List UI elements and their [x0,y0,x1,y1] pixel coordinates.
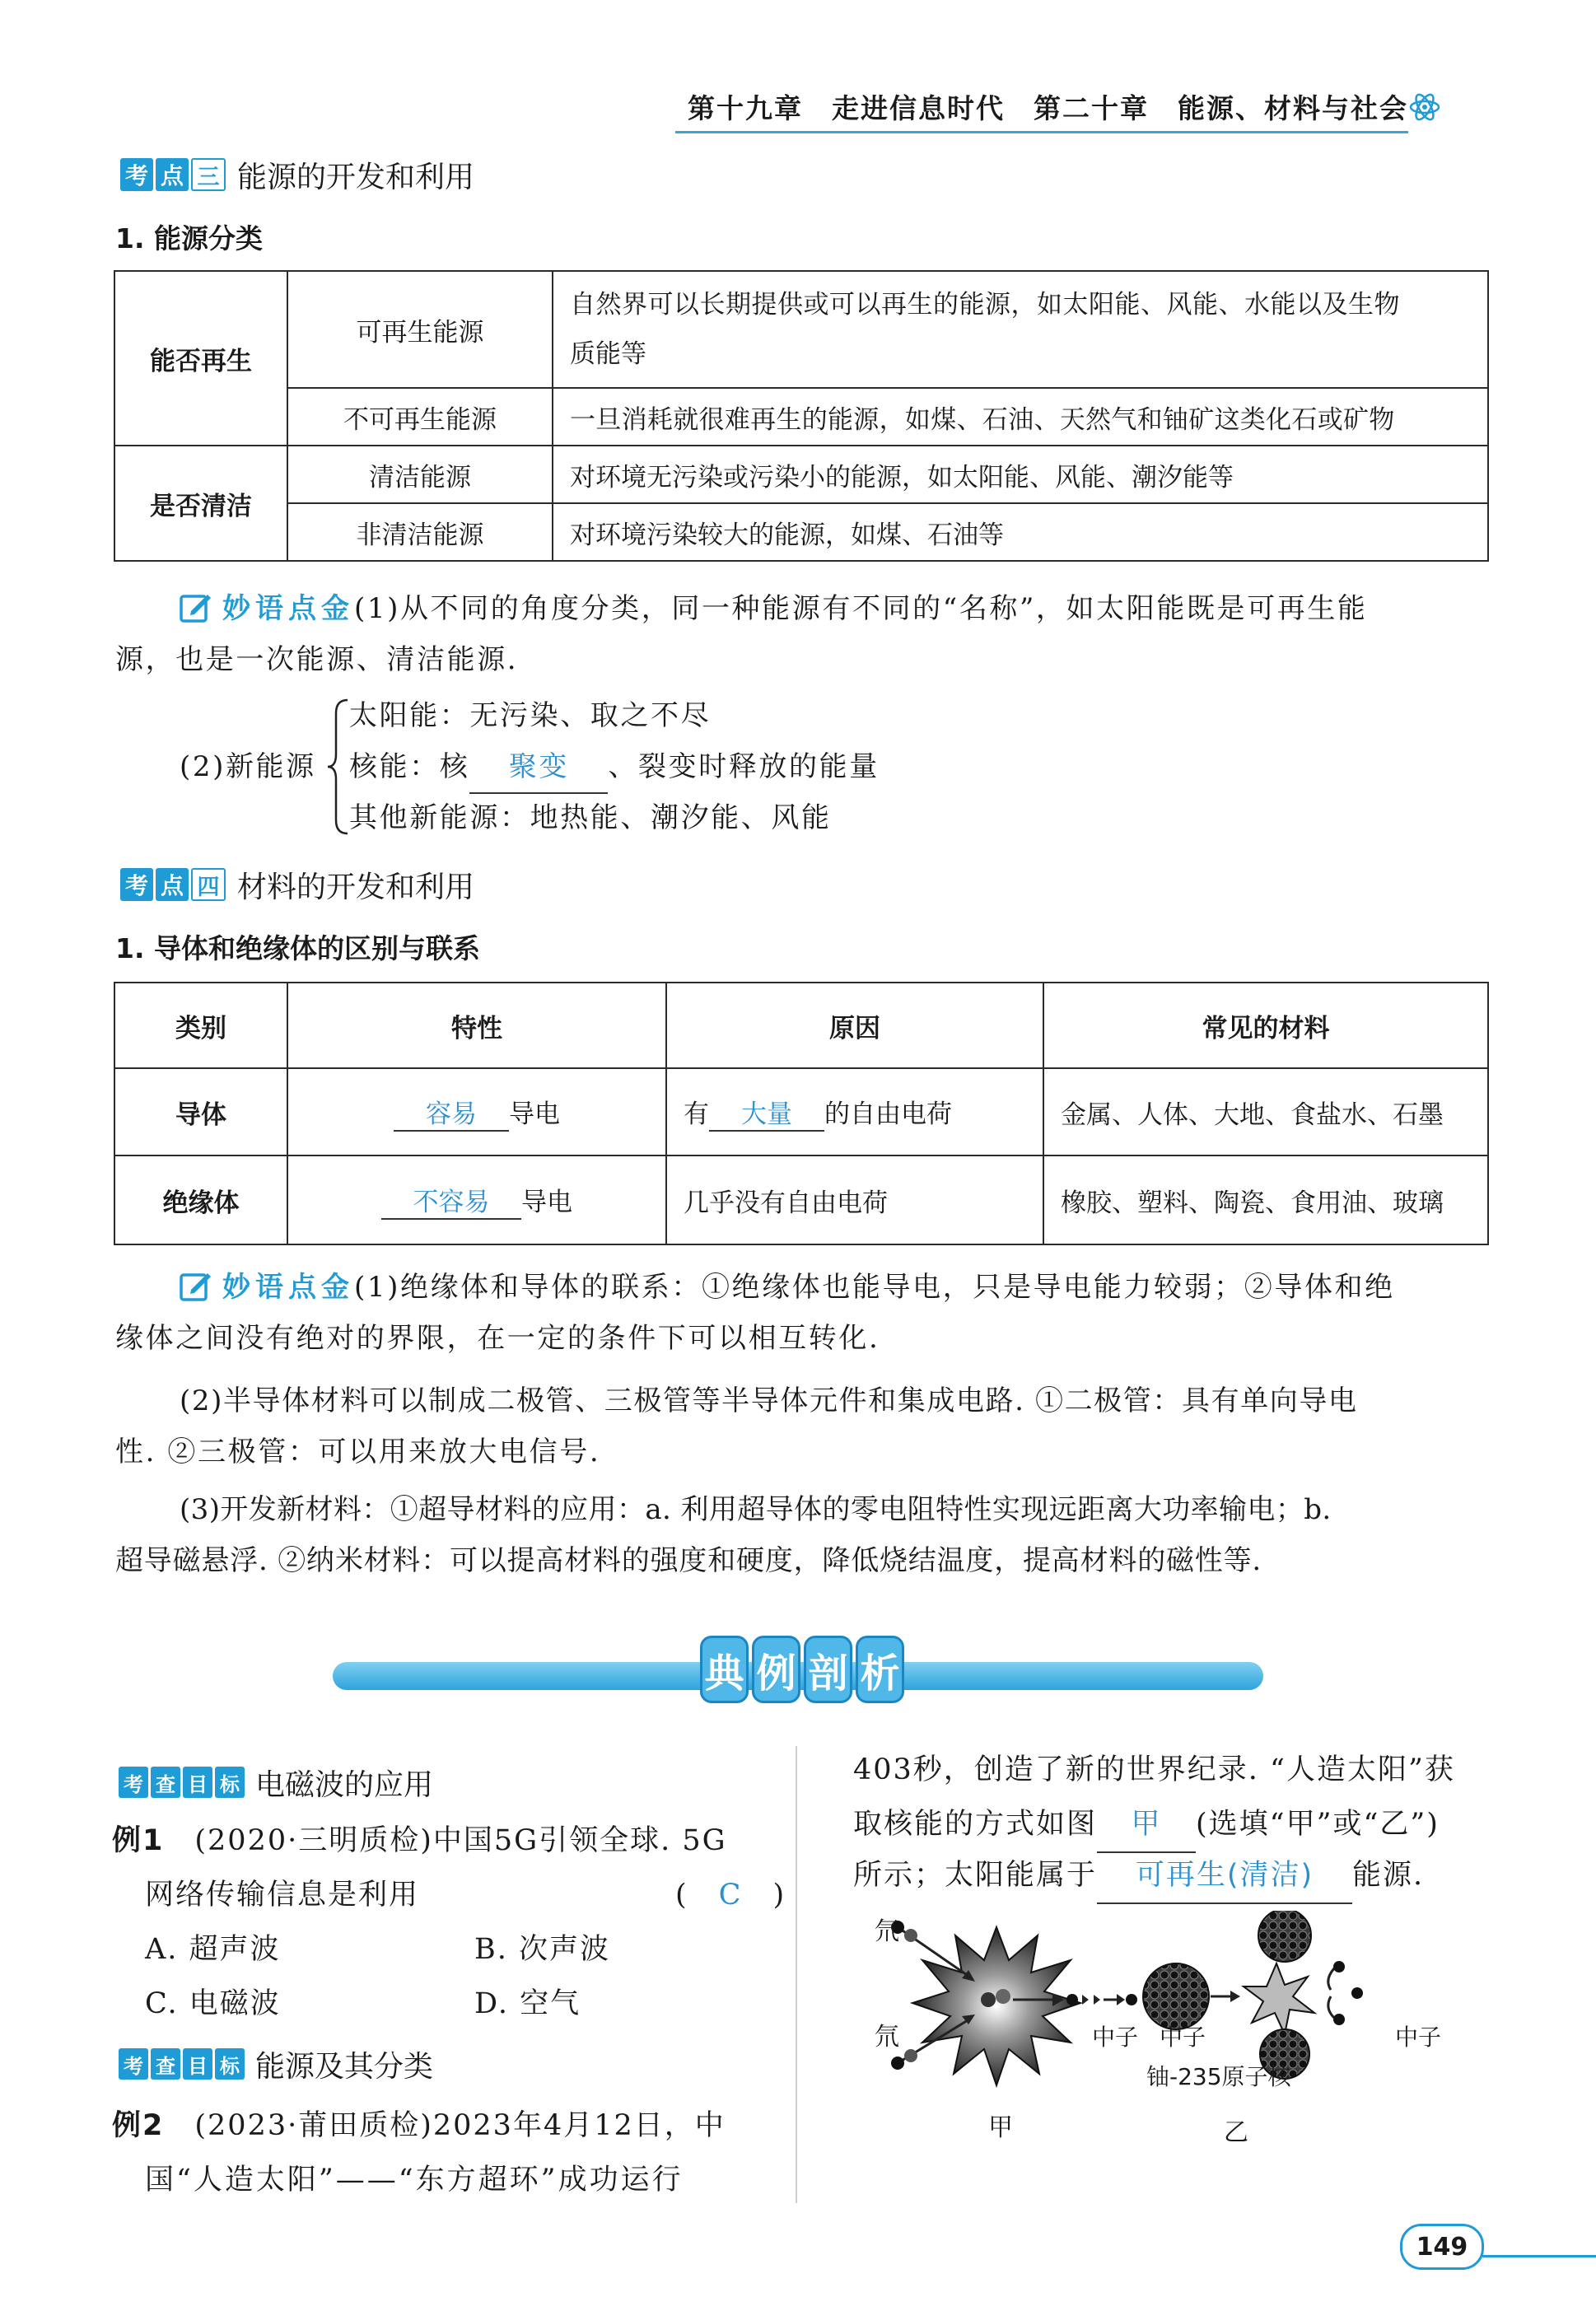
energy-description [553,271,1488,388]
tag-dian: 点 [156,158,189,191]
materials-cell: 金属、人体、大地、食盐水、石墨 [1043,1068,1488,1156]
example1-line1 [112,1814,727,1868]
label-yi: 乙 [1224,2118,1248,2147]
text-pre: 所示；太阳能属于 [853,1859,1098,1892]
nuclear-pre: 核能：核 [349,750,470,783]
subheading-energy-classification: 1. 能源分类 [115,222,263,254]
nuclear-reaction-figure [873,1911,1466,2158]
category-clean: 是否清洁 [114,446,287,561]
column-divider [796,1746,797,2203]
exam-point-tag-4 [120,868,475,904]
property-cell [287,1156,666,1244]
banner-char: 例 [752,1636,800,1703]
label-neutron-a: 中子 [1092,2024,1139,2051]
label-deuterium-bottom: 氘 [875,2023,899,2052]
goal-char: 考 [119,2048,148,2080]
brace-icon [326,697,351,837]
label-neutron-b: 中子 [1160,2024,1206,2051]
reason-cell: 几乎没有自由电荷 [666,1156,1043,1244]
example2-right-line3 [853,1848,1424,1904]
fusion-burst [912,1927,1080,2085]
answer-blank-fusion: 聚变 [469,741,608,794]
table-header-row [114,983,1488,1068]
table-row [114,503,1488,561]
chapter-title: 第十九章 走进信息时代 第二十章 能源、材料与社会 [688,92,1408,124]
tag-number: 三 [191,158,226,191]
tip2-line2: 缘体之间没有绝对的界限，在一定的条件下可以相互转化. [115,1322,880,1355]
reason-cell [666,1068,1043,1156]
nuclear-post: 、裂变时释放的能量 [608,750,880,783]
banner-char: 典 [700,1636,749,1703]
energy-description: 对环境污染较大的能源，如煤、石油等 [553,503,1488,561]
example-label: 例1 [112,1824,165,1857]
conductor-insulator-table [114,982,1489,1245]
col-header: 特性 [287,983,666,1068]
energy-type: 可再生能源 [287,271,553,388]
table-row [114,1068,1488,1156]
option-c: C. 电磁波 [145,1987,281,2020]
example2-line1 [112,2099,726,2153]
tip2-line1 [180,1262,1395,1313]
tip2-line4: 性. ②三极管：可以用来放大电信号. [115,1436,601,1468]
goal-char: 考 [119,1767,148,1798]
example-text: (2020·三明质检)中国5G引领全球. 5G [194,1824,727,1857]
table-row [114,271,1488,388]
desc-line: 质能等 [570,339,646,369]
tip2-line5: (3)开发新材料：①超导材料的应用：a. 利用超导体的零电阻特性实现远距离大功率输电；b. [180,1493,1332,1526]
goal-char: 查 [151,2048,180,2080]
banner-char: 剖 [804,1636,852,1703]
example1-line2: 网络传输信息是利用 [145,1879,420,1912]
tag-dian: 点 [156,868,189,901]
tag-number: 四 [191,868,226,901]
option-b: B. 次声波 [474,1933,610,1966]
material-type: 绝缘体 [114,1156,287,1244]
subheading-conductor: 1. 导体和绝缘体的区别与联系 [115,932,480,964]
answer-blank-easy: 容易 [394,1093,509,1132]
pencil-note-icon [180,1270,212,1301]
table-row [114,1156,1488,1244]
goal-char: 查 [151,1767,180,1798]
exam-goal-tag-2 [119,2047,434,2084]
text-pre: 取核能的方式如图 [853,1808,1098,1841]
atom-icon [1408,91,1441,124]
answer-blank-renewable: 可再生(清洁) [1097,1848,1352,1904]
goal-char: 目 [183,2048,212,2080]
label-neutron-c: 中子 [1395,2024,1442,2051]
desc-line: 自然界可以长期提供或可以再生的能源，如太阳能、风能、水能以及生物 [570,290,1400,320]
tip2-line6: 超导磁悬浮. ②纳米材料：可以提高材料的强度和硬度，降低烧结温度，提高材料的磁性等. [115,1544,1262,1577]
banner-title-example-analysis [698,1636,906,1703]
example1-answer: ( C ) [675,1879,786,1912]
reason-post: 的自由电荷 [824,1099,952,1129]
energy-classification-table [114,270,1489,562]
table-row [114,388,1488,446]
label-jia: 甲 [988,2113,1013,2142]
exam-goal-tag-1 [119,1766,434,1802]
goal-title: 电磁波的应用 [255,1767,434,1802]
tip1-line1 [180,583,1368,634]
goal-title: 能源及其分类 [255,2049,434,2084]
category-renewable: 能否再生 [114,271,287,446]
col-header: 常见的材料 [1043,983,1488,1068]
option-a: A. 超声波 [145,1933,281,1966]
answer-blank-jia: 甲 [1097,1797,1196,1853]
label-deuterium-top: 氘 [875,1917,899,1946]
col-header: 类别 [114,983,287,1068]
new-energy-solar: 太阳能：无污染、取之不尽 [349,699,712,732]
tip-label: 妙语点金 [222,592,354,625]
tag-kao: 考 [120,868,153,901]
tip2-line3: (2)半导体材料可以制成二极管、三极管等半导体元件和集成电路. ①二极管：具有单向导电 [180,1384,1358,1417]
table-row [114,446,1488,503]
answer-blank-not-easy: 不容易 [381,1181,521,1220]
option-d: D. 空气 [474,1987,581,2020]
reason-pre: 有 [684,1099,709,1129]
material-type: 导体 [114,1068,287,1156]
text-post: 能源. [1352,1859,1425,1892]
energy-type: 清洁能源 [287,446,553,503]
banner-char: 析 [856,1636,904,1703]
label-u235: 铀-235原子核 [1146,2063,1291,2090]
tip-text: (1)绝缘体和导体的联系：①绝缘体也能导电，只是导电能力较弱；②导体和绝 [354,1271,1395,1304]
new-energy-nuclear [349,741,880,794]
materials-cell: 橡胶、塑料、陶瓷、食用油、玻璃 [1043,1156,1488,1244]
goal-char: 目 [183,1767,212,1798]
example2-line2: 国“人造太阳”——“东方超环”成功运行 [145,2164,684,2197]
header-underline [675,131,1408,133]
tag-kao: 考 [120,158,153,191]
property-post: 导电 [521,1187,572,1217]
fission-star [1244,1963,1314,2034]
answer-choice: C [718,1879,743,1912]
tip1-line2: 源，也是一次能源、清洁能源. [115,643,519,676]
tip-label: 妙语点金 [222,1271,354,1304]
col-header: 原因 [666,983,1043,1068]
example-text: (2023·莆田质检)2023年4月12日，中 [194,2109,726,2142]
energy-description: 一旦消耗就很难再生的能源，如煤、石油、天然气和铀矿这类化石或矿物 [553,388,1488,446]
new-energy-other: 其他新能源：地热能、潮汐能、风能 [349,801,832,834]
property-post: 导电 [509,1099,560,1129]
exam-point-tag-3 [120,158,475,194]
property-cell [287,1068,666,1156]
answer-blank-many: 大量 [709,1093,824,1132]
example2-right-line2 [853,1797,1440,1853]
page-number-line [1482,2255,1596,2257]
energy-description: 对环境无污染或污染小的能源，如太阳能、风能、潮汐能等 [553,446,1488,503]
example2-right-line1: 403秒，创造了新的世界纪录. “人造太阳”获 [853,1753,1455,1786]
goal-char: 标 [215,2048,245,2080]
energy-type: 非清洁能源 [287,503,553,561]
goal-char: 标 [215,1767,245,1798]
example-label: 例2 [112,2109,165,2142]
section-title: 材料的开发和利用 [237,870,475,904]
tip-text: (1)从不同的角度分类，同一种能源有不同的“名称”，如太阳能既是可再生能 [354,592,1368,625]
page-number: 149 [1400,2224,1484,2270]
energy-type: 不可再生能源 [287,388,553,446]
pencil-note-icon [180,591,212,623]
new-energy-label: (2)新能源 [180,750,316,783]
section-title: 能源的开发和利用 [237,160,475,194]
chapter-header [675,82,1441,133]
text-post: (选填“甲”或“乙”) [1196,1808,1440,1841]
